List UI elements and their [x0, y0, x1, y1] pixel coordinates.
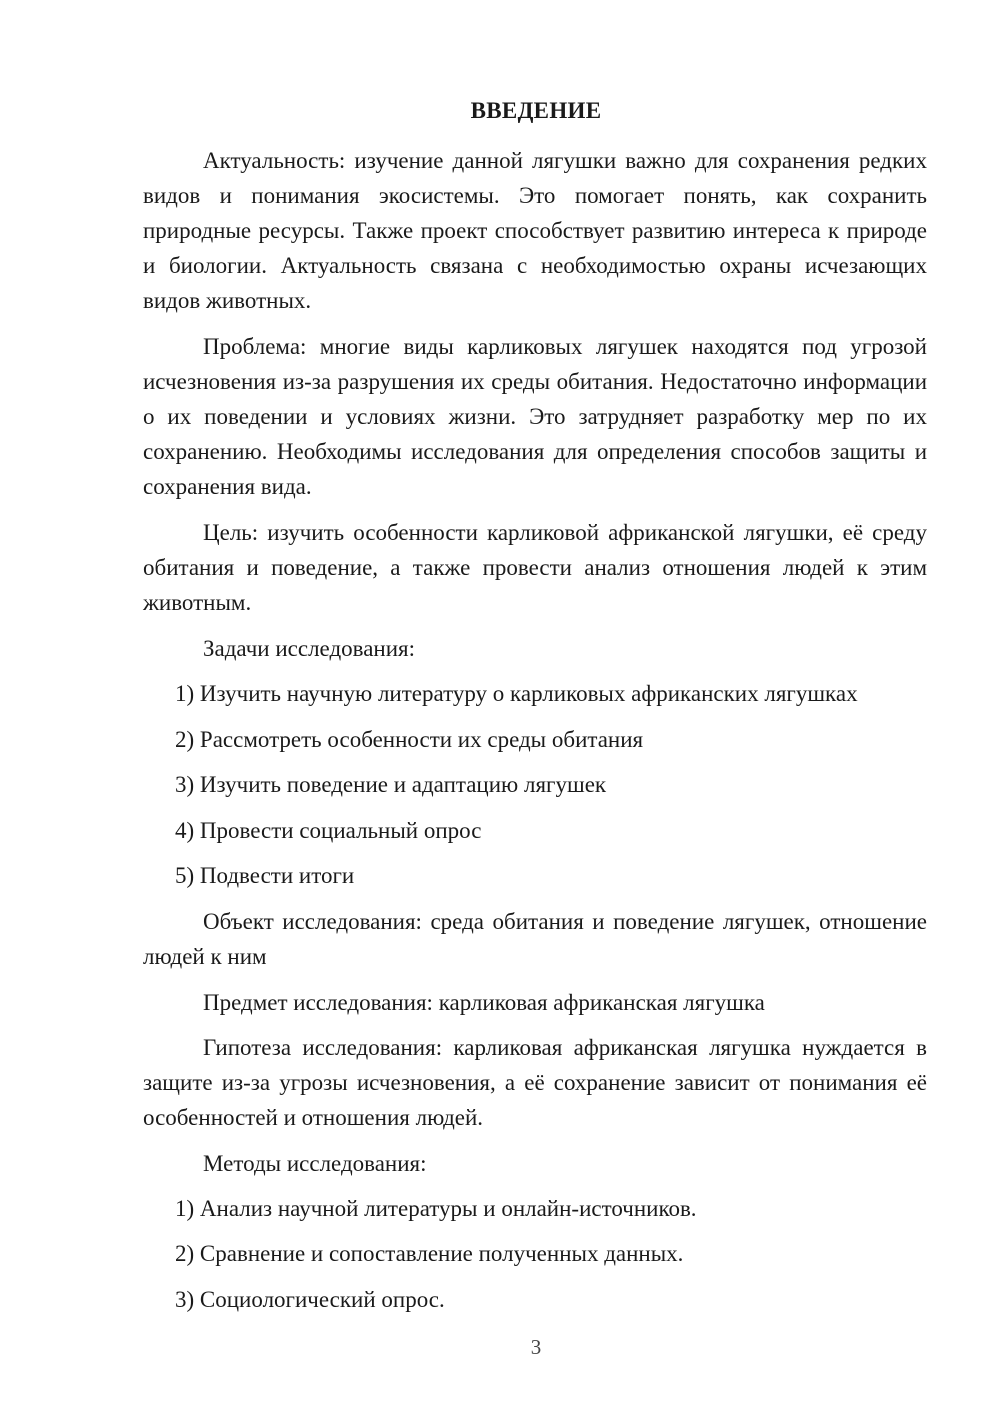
list-item: 4) Провести социальный опрос — [175, 818, 482, 843]
page-title: ВВЕДЕНИЕ — [470, 98, 602, 123]
goal-paragraph: Цель: изучить особенности карликовой африканской лягушки, её среду обитания и поведение, а также провести анализ отношения людей к этим животным. — [143, 520, 927, 615]
object-paragraph: Объект исследования: среда обитания и поведение лягушек, отношение людей к ним — [143, 909, 927, 969]
list-item: 1) Анализ научной литературы и онлайн-источников. — [175, 1196, 697, 1221]
hypothesis-paragraph: Гипотеза исследования: карликовая африканская лягушка нуждается в защите из-за угрозы исчезновения, а её сохранение зависит от понимания её особенностей и отношения людей. — [143, 1035, 927, 1130]
relevance-paragraph: Актуальность: изучение данной лягушки важно для сохранения редких видов и понимания экосистемы. Это помогает понять, как сохранить природные ресурсы. Также проект способствует развитию интереса к природе и биологии. Актуальность связана с необходимостью охраны исчезающих видов животных. — [143, 148, 927, 313]
list-item: 3) Изучить поведение и адаптацию лягушек — [175, 772, 607, 797]
list-item: 2) Рассмотреть особенности их среды обитания — [175, 727, 644, 752]
tasks-heading: Задачи исследования: — [203, 636, 416, 661]
list-item: 5) Подвести итоги — [175, 863, 355, 888]
list-item: 2) Сравнение и сопоставление полученных данных. — [175, 1241, 684, 1266]
page-number: 3 — [530, 1335, 542, 1359]
subject-paragraph: Предмет исследования: карликовая африканская лягушка — [203, 990, 765, 1015]
list-item: 3) Социологический опрос. — [175, 1287, 445, 1312]
methods-heading: Методы исследования: — [203, 1151, 427, 1176]
problem-paragraph: Проблема: многие виды карликовых лягушек находятся под угрозой исчезновения из-за разрушения их среды обитания. Недостаточно информации о их поведении и условиях жизни. Это затрудняет разработку мер по их сохранению. Необходимы исследования для определения способов защиты и сохранения вида. — [143, 334, 927, 499]
list-item: 1) Изучить научную литературу о карликовых африканских лягушках — [175, 681, 858, 706]
